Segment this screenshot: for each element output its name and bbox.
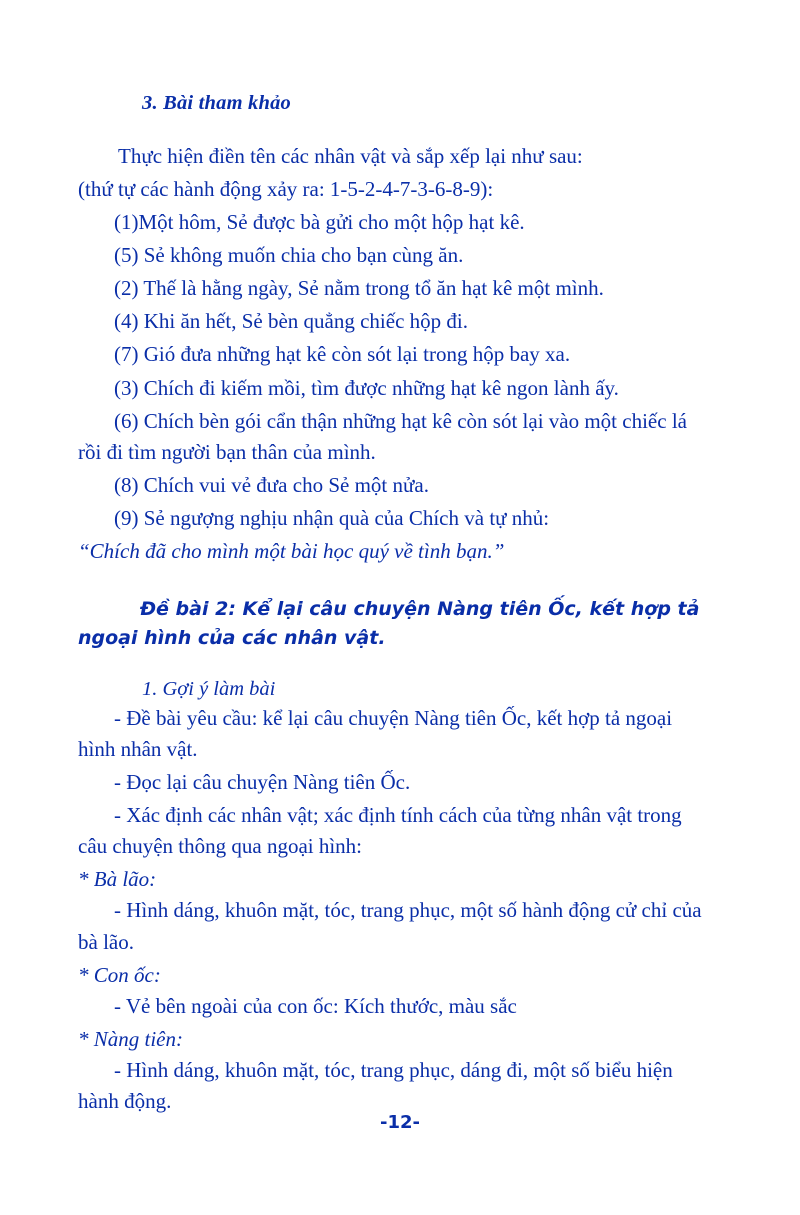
character-label-con-oc: * Con ốc: xyxy=(78,962,161,987)
character-detail-ba-lao: - Hình dáng, khuôn mặt, tóc, trang phục, một số hành động cử chỉ của bà lão. xyxy=(78,898,702,954)
character-detail-nang-tien: - Hình dáng, khuôn mặt, tóc, trang phục, dáng đi, một số biểu hiện hành động. xyxy=(78,1057,673,1113)
guide-item-3: - Xác định các nhân vật; xác định tính cách của từng nhân vật trong câu chuyện thông qua ngoại hình: xyxy=(78,803,682,859)
guide-item-1: - Đề bài yêu cầu: kể lại câu chuyện Nàng tiên Ốc, kết hợp tả ngoại hình nhân vật. xyxy=(78,706,673,762)
paragraph-item-7: (7) Gió đưa những hạt kê còn sót lại trong hộp bay xa. xyxy=(114,342,571,367)
paragraph-item-6: (6) Chích bèn gói cẩn thận những hạt kê còn sót lại vào một chiếc lá rồi đi tìm người bạn thân của mình. xyxy=(78,408,687,464)
exercise-title-line-2: ngoại hình của các nhân vật. xyxy=(78,626,386,649)
paragraph-item-8: (8) Chích vui vẻ đưa cho Sẻ một nửa. xyxy=(114,472,429,497)
paragraph-item-4: (4) Khi ăn hết, Sẻ bèn quẳng chiếc hộp đi. xyxy=(114,309,468,334)
paragraph-intro-2: (thứ tự các hành động xảy ra: 1-5-2-4-7-3-6-8-9): xyxy=(78,177,494,202)
guide-item-2: - Đọc lại câu chuyện Nàng tiên Ốc. xyxy=(114,770,411,795)
paragraph-item-9: (9) Sẻ ngượng nghịu nhận quà của Chích và tự nhủ: xyxy=(114,505,550,530)
guide-subheading: 1. Gợi ý làm bài xyxy=(142,678,276,701)
paragraph-item-3: (3) Chích đi kiếm mồi, tìm được những hạt kê ngon lành ấy. xyxy=(114,375,619,400)
paragraph-item-1: (1)Một hôm, Sẻ được bà gửi cho một hộp hạt kê. xyxy=(114,210,525,235)
exercise-title-line-1: Đề bài 2: Kể lại câu chuyện Nàng tiên Ốc, kết hợp tả xyxy=(140,598,700,621)
character-label-nang-tien: * Nàng tiên: xyxy=(78,1026,183,1051)
page-content xyxy=(78,92,708,1119)
character-label-ba-lao: * Bà lão: xyxy=(78,867,157,892)
character-detail-con-oc: - Vẻ bên ngoài của con ốc: Kích thước, màu sắc xyxy=(114,993,517,1018)
section-heading: 3. Bài tham khảo xyxy=(142,92,292,114)
paragraph-item-2: (2) Thế là hằng ngày, Sẻ nằm trong tổ ăn hạt kê một mình. xyxy=(114,276,604,301)
paragraph-item-5: (5) Sẻ không muốn chia cho bạn cùng ăn. xyxy=(114,243,464,268)
exercise-title xyxy=(78,595,708,652)
quote-line: “Chích đã cho mình một bài học quý về tình bạn.” xyxy=(78,538,505,563)
paragraph-intro-1: Thực hiện điền tên các nhân vật và sắp xếp lại như sau: xyxy=(118,144,583,168)
page-number: -12- xyxy=(380,1112,420,1133)
